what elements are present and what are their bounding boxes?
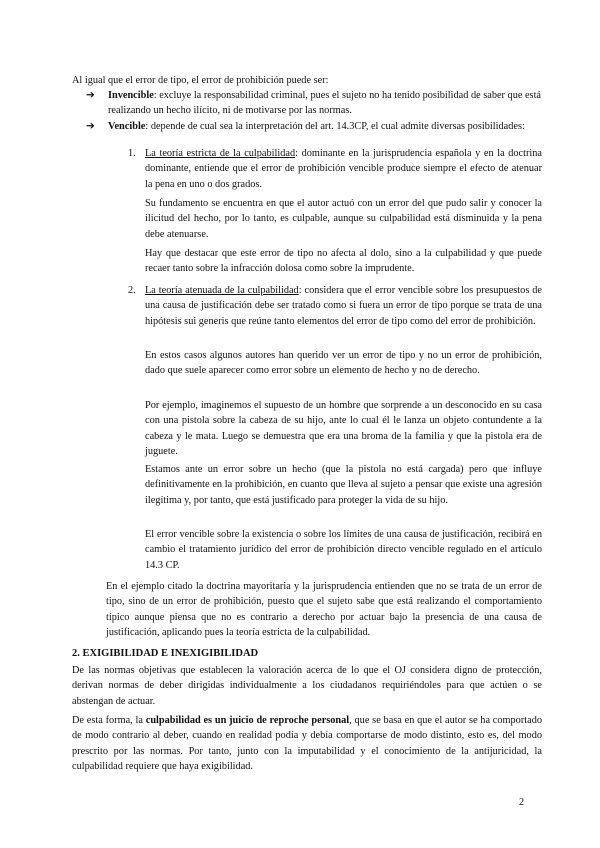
numbered-item-1 — [128, 146, 542, 192]
paragraph-normas: De las normas objetivas que establecen la valoración acerca de lo que el OJ considera digno de protección, derivan normas de deber dirigidas individualmente a los ciudadanos requiriéndoles para que actúen o se abstengan de actuar. — [72, 665, 542, 707]
page-number: 2 — [519, 797, 525, 808]
item-title: La teoría atenuada de la culpabilidad — [145, 285, 299, 296]
section-heading: 2. EXIGIBILIDAD E INEXIGIBILIDAD — [72, 648, 259, 659]
text-run: De esta forma, la — [72, 715, 146, 726]
item-number: 1. — [128, 148, 136, 159]
paragraph-culpabilidad — [72, 713, 542, 775]
item-number: 2. — [128, 285, 136, 296]
arrow-icon: ➔ — [86, 90, 95, 101]
paragraph-error-hecho: Estamos ante un error sobre un hecho (que la pistola no está cargada) pero que influye definitivamente en la prohibición, en cuanto que lleva al sujeto a pensar que existe una agresión ilegítima y, por tanto, que está justificado para proteger la vida de su hijo. — [145, 464, 542, 506]
bullet-label: Vencible — [108, 121, 146, 132]
paragraph-ejemplo: Por ejemplo, imaginemos el supuesto de un hombre que sorprende a un desconocido en su casa con una pistola sobre la cabeza de su hijo, ante lo cual él le lanza un objeto contundente a la cabeza y le mata. Luego se demuestra que era una broma de la familia y que la pistola era de juguete. — [145, 400, 542, 458]
intro-text: Al igual que el error de tipo, el error de prohibición puede ser: — [72, 75, 329, 86]
arrow-icon: ➔ — [86, 121, 95, 132]
item-text: : dominante en la jurisprudencia española y en la doctrina dominante, entiende que el error de prohibición vencible produce siempre el efecto de atenuar la pena en uno o dos grados. — [145, 148, 542, 190]
item-text: : considera que el error vencible sobre los presupuestos de una causa de justificación debe ser tratado como si fuera un error de tipo porque se trata de una hipótesis sui generis que reúne tanto elementos del error de tipo como del error de prohibición. — [145, 285, 542, 327]
paragraph-estos-casos: En estos casos algunos autores han querido ver un error de tipo y no un error de prohibición, dado que suele aparecer como error sobre un elemento de hecho y no de derecho. — [145, 350, 542, 377]
bullet-vencible — [88, 119, 541, 134]
paragraph-error-vencible: El error vencible sobre la existencia o sobre los límites de una causa de justificación, recibirá en cambio el tratamiento jurídico del error de prohibición directo vencible regulado en el artículo 14.3 CP. — [145, 529, 542, 571]
bold-phrase: culpabilidad es un juicio de reproche personal — [145, 715, 350, 726]
numbered-item-2 — [128, 283, 542, 329]
paragraph-conclusion: En el ejemplo citado la doctrina mayoritaria y la jurisprudencia entienden que no se trata de un error de tipo, sino de un error de prohibición, puesto que el sujeto sabe que está realizando el comportamiento típico aunque piensa que no es contrario a derecho por actuar bajo la presencia de una causa de justificación, aplicando pues la teoría estricta de la culpabilidad. — [106, 581, 542, 639]
bullet-label: Invencible — [108, 90, 154, 101]
text-run: , que se basa en que el autor se ha comportado de modo contrario al deber, cuando en realidad podía y debía comportarse de modo distinto, esto es, del modo prescrito por las normas. Por tanto, junto con la imputabilidad y el conocimiento de la antijuricidad, la culpabilidad requiere que haya exigibilidad. — [72, 715, 542, 773]
item-title: La teoría estricta de la culpabilidad — [145, 148, 296, 159]
paragraph-fundamento: Su fundamento se encuentra en que el autor actuó con un error del que pudo salir y conocer la ilicitud del hecho, por lo tanto, es culpable, aunque su culpabilidad está disminuida y la pena debe atenuarse. — [145, 198, 542, 240]
bullet-text: : depende de cual sea la interpretación del art. 14.3CP, el cual admite diversas posibilidades: — [145, 121, 525, 132]
bullet-text: : excluye la responsabilidad criminal, pues el sujeto no ha tenido posibilidad de saber que está realizando un hecho ilícito, ni de motivarse por las normas. — [108, 90, 541, 117]
paragraph-destacar: Hay que destacar que este error de tipo no afecta al dolo, sino a la culpabilidad y que puede recaer tanto sobre la infracción dolosa como sobre la imprudente. — [145, 248, 542, 275]
bullet-invencible — [88, 88, 541, 119]
